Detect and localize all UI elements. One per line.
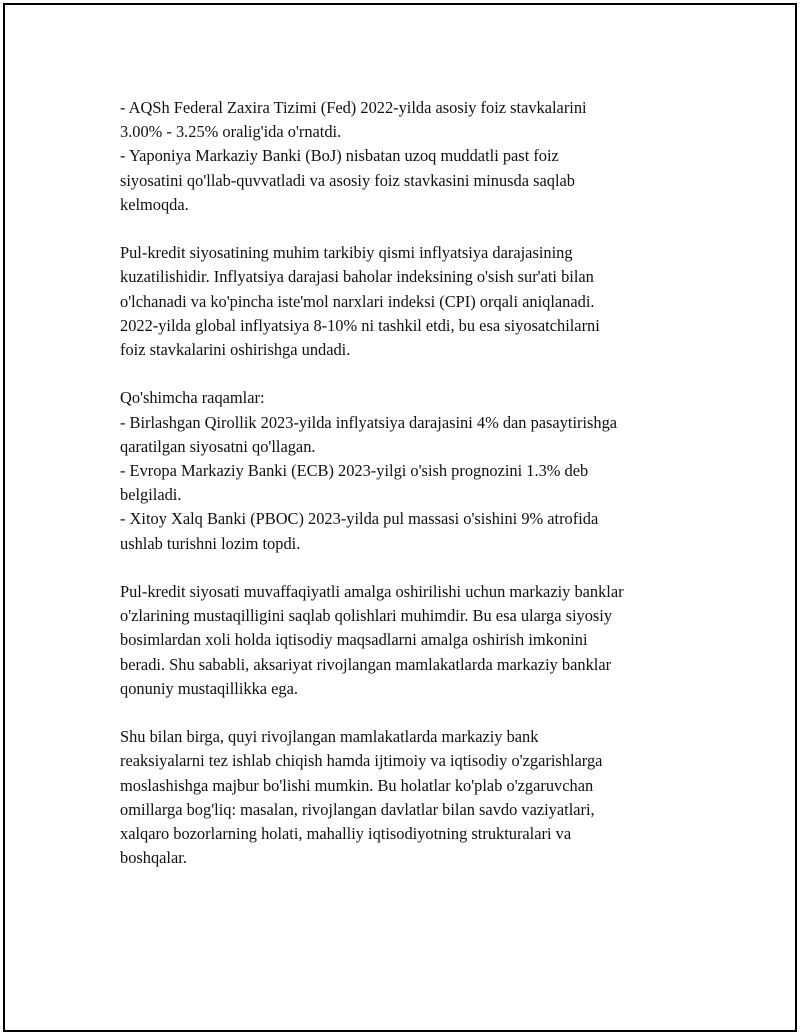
text-line: belgiladi. bbox=[120, 485, 182, 505]
text-line: Pul-kredit siyosati muvaffaqiyatli amalga oshirilishi uchun markaziy banklar bbox=[120, 582, 624, 602]
text-line: - AQSh Federal Zaxira Tizimi (Fed) 2022-yilda asosiy foiz stavkalarini bbox=[120, 98, 587, 117]
text-line: foiz stavkalarini oshirishga undadi. bbox=[120, 340, 351, 360]
text-line: - Birlashgan Qirollik 2023-yilda inflyatsiya darajasini 4% dan pasaytirishga bbox=[120, 412, 618, 432]
text-line: siyosatini qo'llab-quvvatladi va asosiy foiz stavkasini minusda saqlab bbox=[120, 170, 575, 190]
text-line: bosimlardan xoli holda iqtisodiy maqsadlarni amalga oshirish imkonini bbox=[120, 630, 588, 650]
text-line: omillarga bog'liq: masalan, rivojlangan davlatlar bilan savdo vaziyatlari, bbox=[120, 799, 595, 819]
text-line: 3.00% - 3.25% oralig'ida o'rnatdi. bbox=[120, 122, 342, 142]
text-line: - Xitoy Xalq Banki (PBOC) 2023-yilda pul massasi o'sishini 9% atrofida bbox=[120, 509, 599, 529]
text-line: Shu bilan birga, quyi rivojlangan mamlakatlarda markaziy bank bbox=[120, 727, 539, 747]
text-line: kelmoqda. bbox=[120, 194, 189, 214]
text-line: reaksiyalarni tez ishlab chiqish hamda ijtimoiy va iqtisodiy o'zgarishlarga bbox=[120, 751, 603, 771]
text-line: Qo'shimcha raqamlar: bbox=[120, 388, 265, 408]
document-page bbox=[3, 3, 797, 1032]
text-line: boshqalar. bbox=[120, 848, 187, 868]
document-body bbox=[120, 96, 700, 895]
text-line: ushlab turishni lozim topdi. bbox=[120, 533, 301, 553]
text-line: o'lchanadi va ko'pincha iste'mol narxlari indeksi (CPI) orqali aniqlanadi. bbox=[120, 291, 595, 311]
text-line: beradi. Shu sababli, aksariyat rivojlangan mamlakatlarda markaziy banklar bbox=[120, 654, 612, 674]
text-line: xalqaro bozorlarning holati, mahalliy iqtisodiyotning strukturalari va bbox=[120, 824, 572, 844]
text-line: qonuniy mustaqillikka ega. bbox=[120, 678, 298, 698]
text-line: moslashishga majbur bo'lishi mumkin. Bu holatlar ko'plab o'zgaruvchan bbox=[120, 775, 594, 795]
paragraph-central-bank-rates bbox=[120, 96, 700, 217]
paragraph-developing-countries bbox=[120, 725, 700, 870]
text-line: - Yaponiya Markaziy Banki (BoJ) nisbatan uzoq muddatli past foiz bbox=[120, 146, 559, 166]
paragraph-additional-figures bbox=[120, 386, 700, 555]
text-line: Pul-kredit siyosatining muhim tarkibiy qismi inflyatsiya darajasining bbox=[120, 243, 573, 263]
text-line: o'zlarining mustaqilligini saqlab qolishlari muhimdir. Bu esa ularga siyosiy bbox=[120, 606, 613, 626]
paragraph-inflation bbox=[120, 241, 700, 362]
text-line: 2022-yilda global inflyatsiya 8-10% ni tashkil etdi, bu esa siyosatchilarni bbox=[120, 315, 600, 335]
text-line: - Evropa Markaziy Banki (ECB) 2023-yilgi o'sish prognozini 1.3% deb bbox=[120, 461, 589, 481]
text-line: kuzatilishidir. Inflyatsiya darajasi baholar indeksining o'sish sur'ati bilan bbox=[120, 267, 594, 287]
text-line: qaratilgan siyosatni qo'llagan. bbox=[120, 436, 316, 456]
paragraph-independence bbox=[120, 580, 700, 701]
